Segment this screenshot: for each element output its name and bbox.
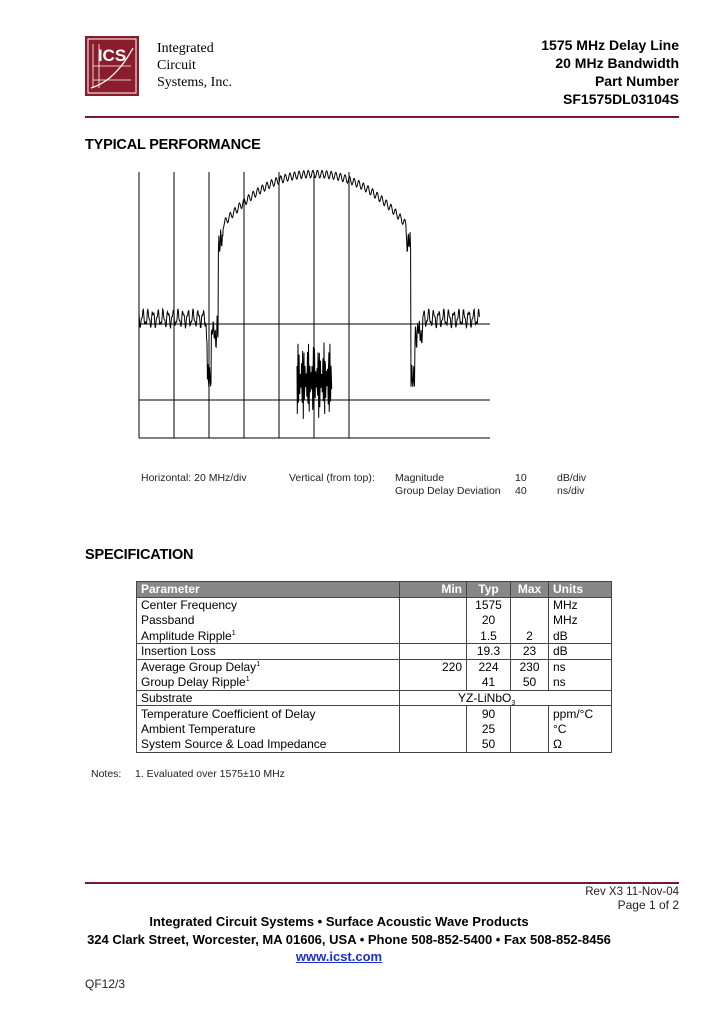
cell-parameter: Insertion Loss bbox=[137, 644, 400, 660]
company-name-line-3: Systems, Inc. bbox=[157, 75, 233, 90]
footer-rule bbox=[85, 882, 679, 884]
footer-address-line: 324 Clark Street, Worcester, MA 01606, USA • Phone 508-852-5400 • Fax 508-852-8456 bbox=[87, 932, 611, 947]
cell-typ: 1575 bbox=[467, 597, 511, 613]
performance-chart bbox=[137, 170, 492, 442]
cell-typ: 41 bbox=[467, 675, 511, 691]
cell-typ: 20 bbox=[467, 613, 511, 629]
column-header-parameter: Parameter bbox=[137, 582, 400, 598]
footer-company-line: Integrated Circuit Systems • Surface Acoustic Wave Products bbox=[149, 914, 529, 929]
column-header-min: Min bbox=[400, 582, 467, 598]
cell-min bbox=[400, 721, 467, 737]
logo-text: ICS bbox=[97, 46, 127, 65]
scale-row-delay-name: Group Delay Deviation bbox=[395, 485, 501, 497]
cell-max bbox=[511, 737, 549, 753]
magnitude-trace bbox=[139, 170, 480, 386]
table-row bbox=[137, 690, 612, 706]
notes-label: Notes: bbox=[91, 768, 122, 780]
table-row bbox=[137, 613, 612, 629]
table-row bbox=[137, 675, 612, 691]
ics-logo bbox=[85, 36, 139, 96]
website-link[interactable]: www.icst.com bbox=[295, 949, 383, 964]
table-header-row bbox=[137, 582, 612, 598]
doc-title-line-3: Part Number bbox=[594, 73, 679, 89]
cell-units: ns bbox=[549, 659, 612, 675]
cell-parameter: Group Delay Ripple$^1$ bbox=[137, 675, 400, 691]
company-name-line-2: Circuit bbox=[157, 58, 196, 73]
cell-units: dB bbox=[549, 644, 612, 660]
cell-max bbox=[511, 721, 549, 737]
cell-min bbox=[400, 597, 467, 613]
part-number: SF1575DL03104S bbox=[563, 91, 679, 107]
cell-units: Ω bbox=[549, 737, 612, 753]
cell-min: 220 bbox=[400, 659, 467, 675]
doc-title-line-1: 1575 MHz Delay Line bbox=[541, 37, 679, 53]
cell-min bbox=[400, 706, 467, 722]
column-header-units: Units bbox=[549, 582, 612, 598]
revision: Rev X3 11-Nov-04 bbox=[585, 886, 679, 898]
cell-parameter: Center Frequency bbox=[137, 597, 400, 613]
cell-min bbox=[400, 644, 467, 660]
cell-parameter: System Source & Load Impedance bbox=[137, 737, 400, 753]
table-row bbox=[137, 659, 612, 675]
column-header-max: Max bbox=[511, 582, 549, 598]
cell-typ: 19.3 bbox=[467, 644, 511, 660]
cell-parameter: Amplitude Ripple$^1$ bbox=[137, 628, 400, 644]
company-name-line-1: Integrated bbox=[157, 41, 214, 56]
cell-max: 23 bbox=[511, 644, 549, 660]
horizontal-scale: Horizontal: 20 MHz/div bbox=[141, 472, 247, 484]
cell-parameter: Temperature Coefficient of Delay bbox=[137, 706, 400, 722]
cell-parameter: Average Group Delay$^1$ bbox=[137, 659, 400, 675]
cell-substrate: YZ-LiNbO$_3$ bbox=[400, 690, 612, 706]
cell-units: MHz bbox=[549, 597, 612, 613]
cell-parameter: Passband bbox=[137, 613, 400, 629]
cell-max bbox=[511, 597, 549, 613]
specification-title: SPECIFICATION bbox=[85, 547, 194, 563]
cell-min bbox=[400, 675, 467, 691]
table-row bbox=[137, 644, 612, 660]
cell-max bbox=[511, 613, 549, 629]
column-header-typ: Typ bbox=[467, 582, 511, 598]
cell-typ: 25 bbox=[467, 721, 511, 737]
cell-parameter: Substrate bbox=[137, 690, 400, 706]
cell-units: °C bbox=[549, 721, 612, 737]
page-number: Page 1 of 2 bbox=[617, 898, 679, 912]
cell-units: ppm/°C bbox=[549, 706, 612, 722]
vertical-scale-label: Vertical (from top): bbox=[289, 472, 375, 484]
header-rule bbox=[85, 116, 679, 118]
cell-parameter: Ambient Temperature bbox=[137, 721, 400, 737]
doc-title-line-2: 20 MHz Bandwidth bbox=[555, 55, 679, 71]
scale-row-magnitude-name: Magnitude bbox=[395, 472, 445, 484]
cell-typ: 1.5 bbox=[467, 628, 511, 644]
cell-typ: 90 bbox=[467, 706, 511, 722]
form-code: QF12/3 bbox=[85, 977, 126, 991]
cell-typ: 224 bbox=[467, 659, 511, 675]
cell-max: 2 bbox=[511, 628, 549, 644]
cell-max: 50 bbox=[511, 675, 549, 691]
scale-row-delay-unit: ns/div bbox=[557, 485, 585, 497]
cell-units: dB bbox=[549, 628, 612, 644]
table-row bbox=[137, 706, 612, 722]
typical-performance-title: TYPICAL PERFORMANCE bbox=[85, 137, 261, 153]
cell-min bbox=[400, 613, 467, 629]
table-row bbox=[137, 721, 612, 737]
cell-min bbox=[400, 737, 467, 753]
table-row bbox=[137, 597, 612, 613]
cell-units: MHz bbox=[549, 613, 612, 629]
cell-min bbox=[400, 628, 467, 644]
scale-row-magnitude-unit: dB/div bbox=[557, 472, 587, 484]
cell-typ: 50 bbox=[467, 737, 511, 753]
scale-row-magnitude-value: 10 bbox=[515, 472, 527, 484]
scale-row-delay-value: 40 bbox=[515, 485, 527, 497]
note-item: 1. Evaluated over 1575±10 MHz bbox=[135, 768, 285, 780]
table-row bbox=[137, 737, 612, 753]
specification-table bbox=[136, 581, 612, 753]
table-row bbox=[137, 628, 612, 644]
cell-units: ns bbox=[549, 675, 612, 691]
cell-max bbox=[511, 706, 549, 722]
cell-max: 230 bbox=[511, 659, 549, 675]
